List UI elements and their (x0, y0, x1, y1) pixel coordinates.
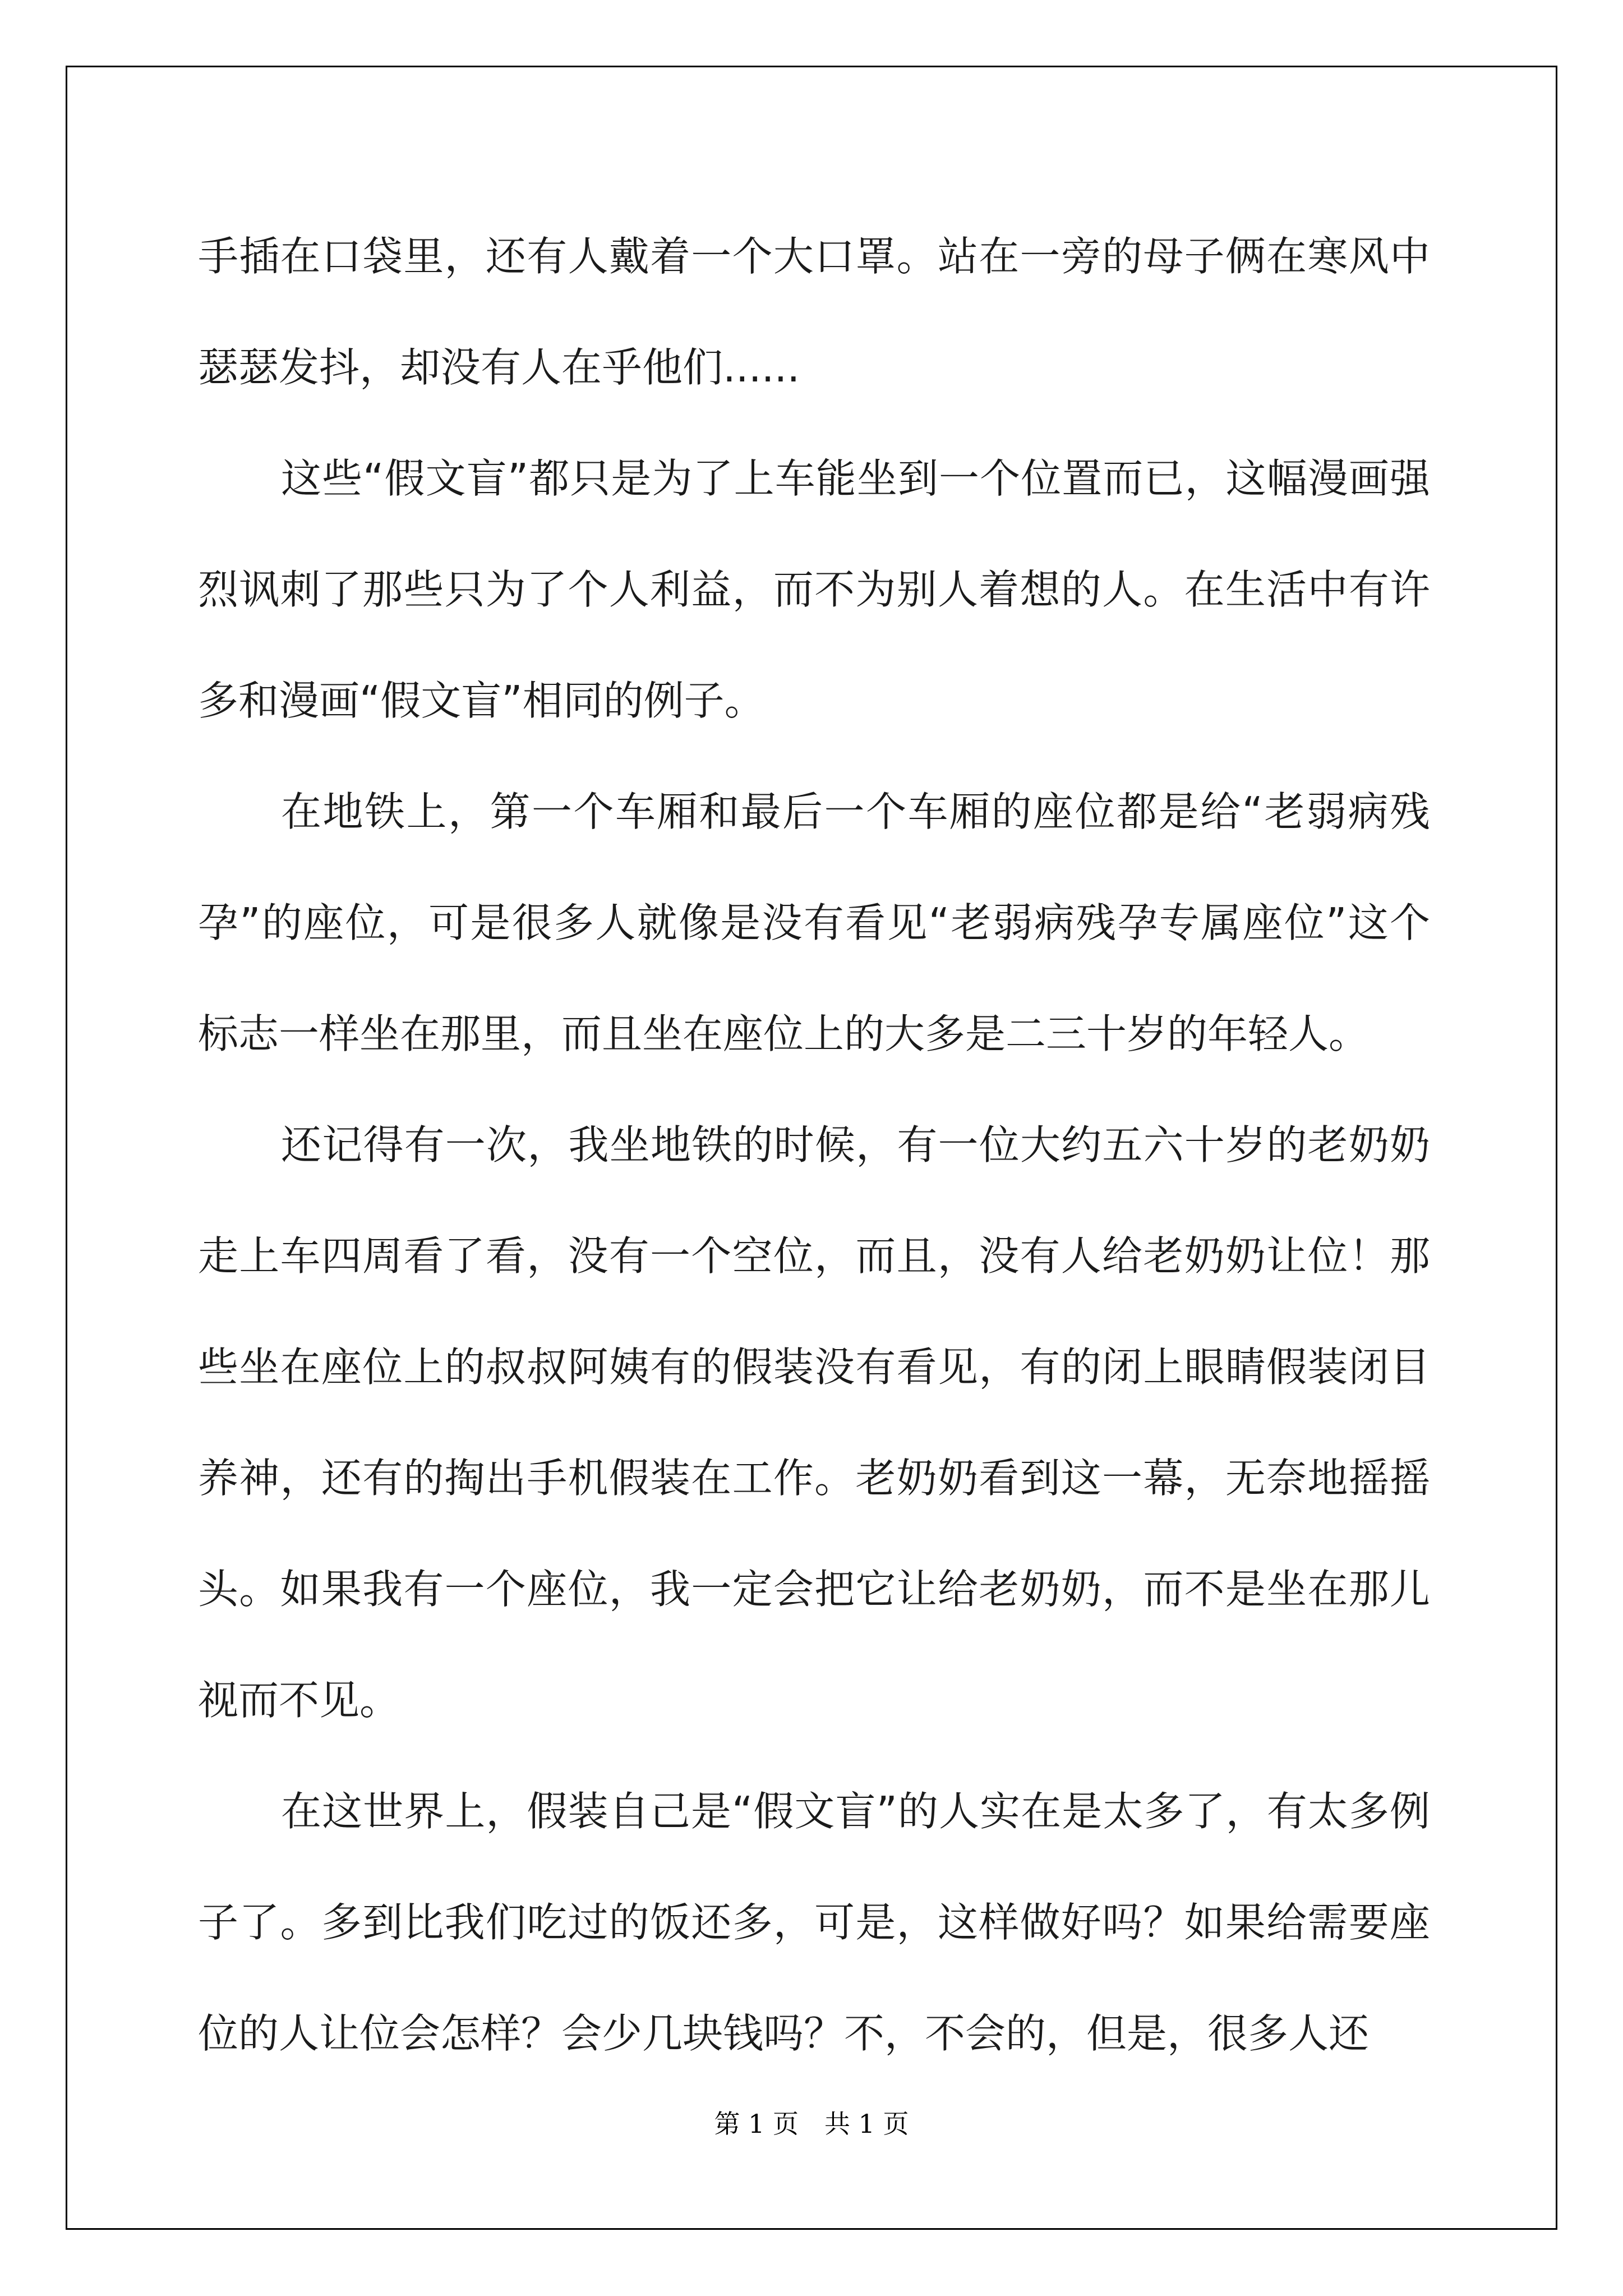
paragraph-2: 这些“假文盲”都只是为了上车能坐到一个位置而已，这幅漫画强烈讽刺了那些只为了个人利益，而不为别人着想的人。在生活中有许多和漫画“假文盲”相同的例子。 (198, 455, 1430, 724)
document-body (198, 201, 1430, 2089)
paragraph-5: 在这世界上，假装自己是“假文盲”的人实在是太多了，有太多例子了。多到比我们吃过的饭还多，可是，这样做好吗？如果给需要座位的人让位会怎样？会少几块钱吗？不，不会的，但是，很多人还 (198, 1788, 1430, 2057)
page-number-footer: 第 1 页 共 1 页 (714, 2109, 909, 2139)
paragraph-1: 手插在口袋里，还有人戴着一个大口罩。站在一旁的母子俩在寒风中瑟瑟发抖，却没有人在乎他们...... (198, 233, 1430, 391)
paragraph-3: 在地铁上，第一个车厢和最后一个车厢的座位都是给“老弱病残孕”的座位，可是很多人就像是没有看见“老弱病残孕专属座位”这个标志一样坐在那里，而且坐在座位上的大多是二三十岁的年轻人。 (198, 788, 1430, 1057)
paragraph-4: 还记得有一次，我坐地铁的时候，有一位大约五六十岁的老奶奶走上车四周看了看，没有一个空位，而且，没有人给老奶奶让位！那些坐在座位上的叔叔阿姨有的假装没有看见，有的闭上眼睛假装闭目养神，还有的掏出手机假装在工作。老奶奶看到这一幕，无奈地摇摇头。如果我有一个座位，我一定会把它让给老奶奶，而不是坐在那儿视而不见。 (198, 1121, 1430, 1724)
